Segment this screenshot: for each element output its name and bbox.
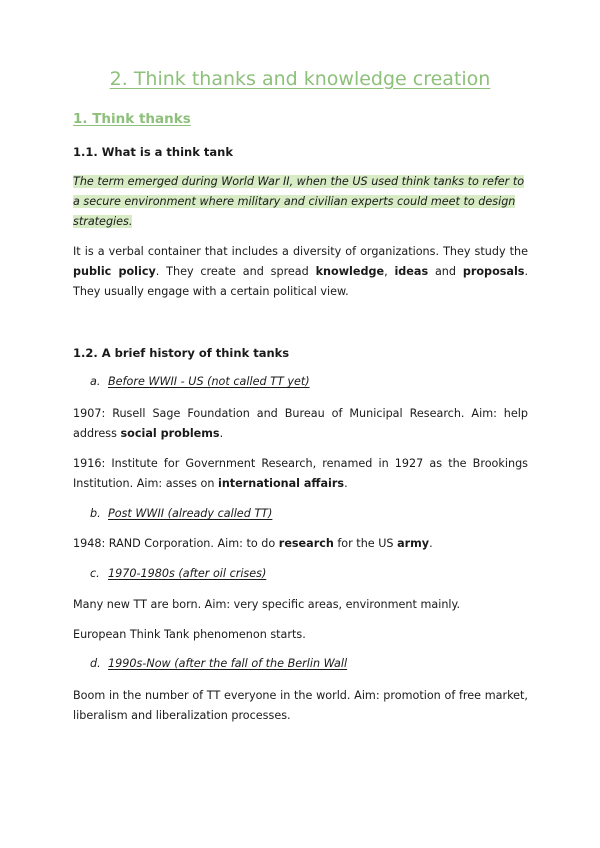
- definition-paragraph: [73, 242, 528, 302]
- text: .: [344, 477, 348, 490]
- text: 1907: Rusell Sage Foundation and Bureau of Municipal Research. Aim: help address: [73, 407, 528, 440]
- text: . They usually engage with a certain political view.: [73, 265, 529, 298]
- text: It is a verbal container that includes a diversity of organizations. They study the: [73, 245, 528, 258]
- bold-term: social problems: [120, 427, 220, 440]
- bold-term: knowledge: [315, 265, 385, 278]
- paragraph-boom: Boom in the number of TT everyone in the world. Aim: promotion of free market, liberalism and liberalization processes.: [73, 689, 528, 722]
- paragraph-european: European Think Tank phenomenon starts.: [73, 628, 306, 641]
- subsection-heading-history: 1.2. A brief history of think tanks: [73, 346, 290, 360]
- list-item-a: [90, 375, 310, 388]
- text: .: [219, 427, 224, 440]
- list-item-d: [90, 657, 347, 670]
- paragraph-many-new: Many new TT are born. Aim: very specific areas, environment mainly.: [73, 598, 461, 611]
- list-letter: d.: [90, 657, 101, 670]
- text: and: [428, 265, 463, 278]
- bold-term: public policy: [73, 265, 156, 278]
- paragraph-1907: [73, 404, 528, 444]
- text: . They create and spread: [155, 265, 316, 278]
- text: ,: [384, 265, 395, 278]
- bold-term: research: [278, 537, 334, 550]
- paragraph-1948: [73, 534, 528, 554]
- bold-term: proposals: [462, 265, 525, 278]
- bold-term: ideas: [394, 265, 429, 278]
- list-text: 1990s-Now (after the fall of the Berlin Wall: [108, 657, 348, 670]
- page-title: 2. Think thanks and knowledge creation: [109, 68, 491, 90]
- list-letter: a.: [90, 375, 101, 388]
- section-heading: 1. Think thanks: [73, 111, 191, 127]
- highlight-line: The term emerged during World War II, when the US used think tanks to refer to: [73, 175, 525, 188]
- list-letter: b.: [90, 507, 101, 520]
- text: 1948: RAND Corporation. Aim: to do: [73, 537, 279, 550]
- bold-term: international affairs: [218, 477, 345, 490]
- list-letter: c.: [90, 567, 100, 580]
- list-text: Post WWII (already called TT): [108, 507, 273, 520]
- list-text: 1970-1980s (after oil crises): [108, 567, 267, 580]
- list-item-c: [90, 567, 266, 580]
- highlight-line: a secure environment where military and civilian experts could meet to design: [73, 195, 516, 208]
- text: 1916: Institute for Government Research, renamed in 1927 as the Brookings Institution. Aim: asses on: [73, 457, 528, 490]
- text: .: [429, 537, 433, 550]
- text: for the US: [333, 537, 398, 550]
- paragraph-1916: [73, 454, 528, 494]
- highlighted-definition: [73, 172, 528, 232]
- list-item-b: [90, 507, 272, 520]
- subsection-heading-what-is: 1.1. What is a think tank: [73, 145, 233, 159]
- bold-term: army: [397, 537, 430, 550]
- list-text: Before WWII - US (not called TT yet): [108, 375, 310, 388]
- highlight-line: strategies.: [73, 215, 133, 228]
